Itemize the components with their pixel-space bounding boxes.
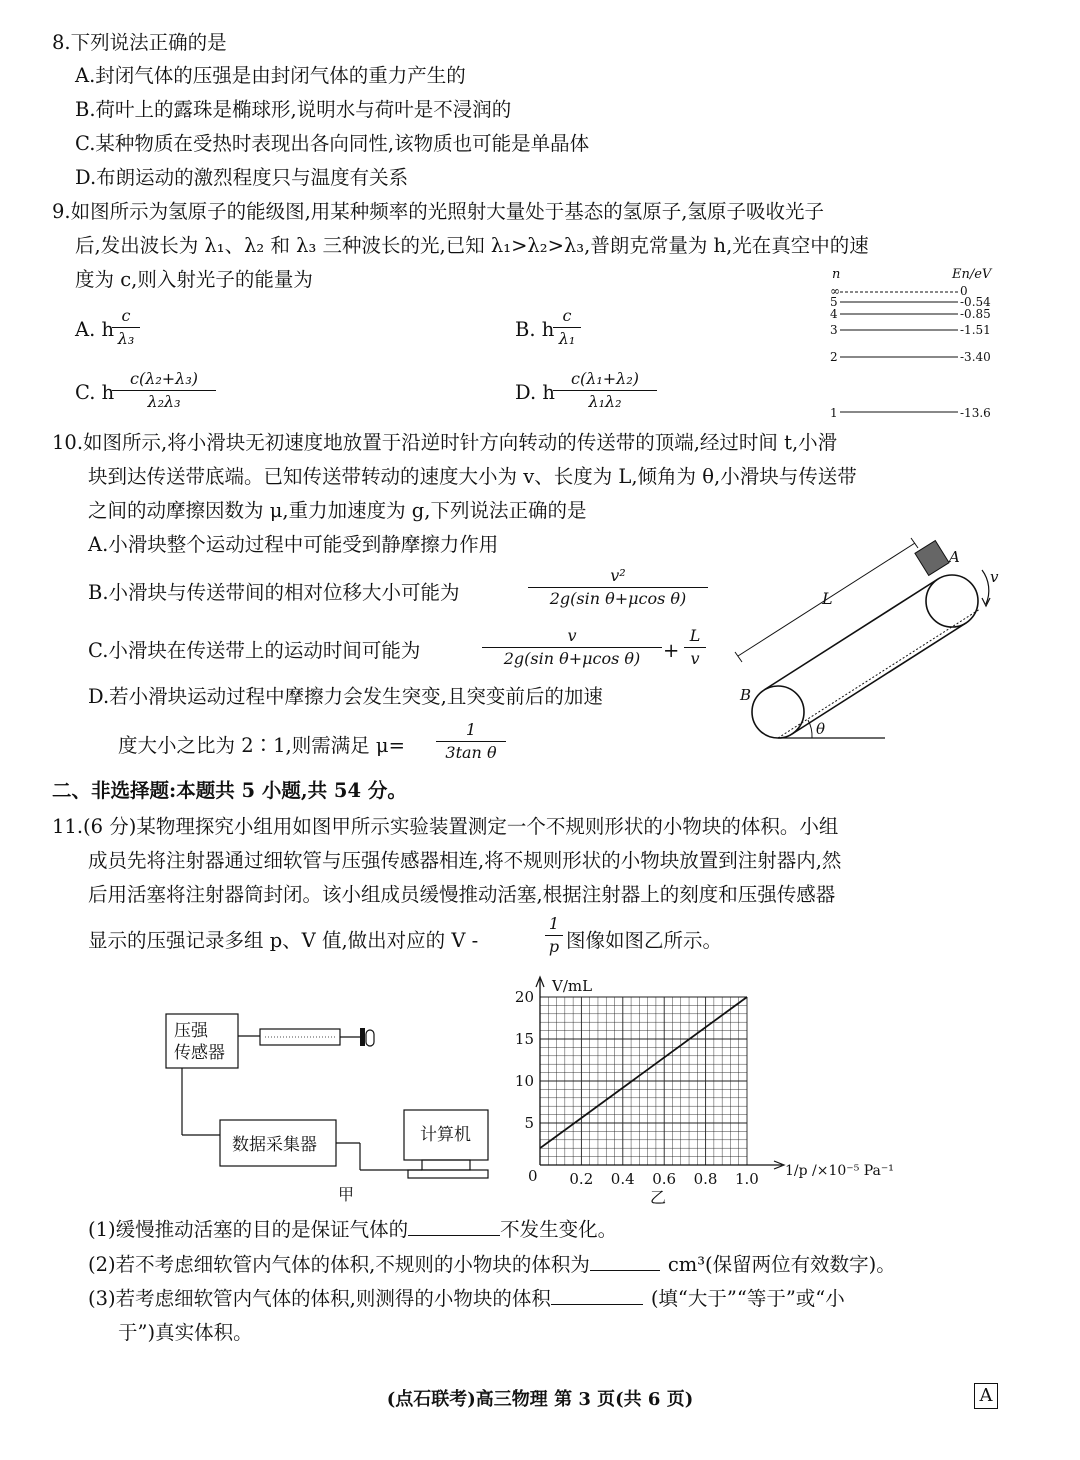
q10-option-d-line1: D.若小滑块运动过程中摩擦力会发生突变,且突变前后的加速: [88, 685, 603, 708]
q10-b-numerator: v²: [610, 566, 626, 585]
q11-stem-line1: 11.(6 分)某物理探究小组用如图甲所示实验装置测定一个不规则形状的小物块的体积。小组: [52, 815, 839, 838]
energy-level-e-4: -0.85: [960, 307, 991, 321]
chart-x-tick-label: 1.0: [735, 1170, 759, 1188]
q9-option-a-fraction: [112, 306, 140, 349]
q11-inv-p-denominator: p: [548, 937, 560, 956]
point-a-label: A: [949, 548, 960, 566]
paper-version-box: A: [974, 1383, 998, 1409]
apparatus-diagram: [160, 1010, 500, 1210]
q11-sub2-text-b: cm³(保留两位有效数字)。: [667, 1253, 896, 1276]
figure-caption-jia: 甲: [338, 1185, 355, 1204]
energy-n-header: n: [832, 267, 841, 282]
chart-y-tick-label: 10: [514, 1072, 534, 1090]
q9-option-b-fraction: [553, 306, 581, 349]
q10-c-denominator2: v: [690, 649, 700, 668]
q11-sub3-text-b: (填“大于”“等于”或“小: [650, 1287, 845, 1310]
q10-c-numerator2: L: [689, 626, 701, 645]
q9-d-denominator: λ₁λ₂: [588, 392, 622, 411]
speed-label: v: [990, 568, 999, 586]
q11-sub3-text-a: (3)若考虑细软管内气体的体积,则测得的小物块的体积: [88, 1287, 551, 1310]
q9-option-d-label: D. h: [515, 381, 555, 404]
energy-level-n-4: 4: [830, 307, 838, 321]
section-heading: 二、非选择题:本题共 5 小题,共 54 分。: [52, 779, 407, 802]
q10-c-numerator: v: [567, 626, 577, 645]
q10-c-denominator: 2g(sin θ+μcos θ): [503, 649, 641, 668]
chart-y-tick-label: 15: [514, 1030, 534, 1048]
length-tick-top: [911, 538, 918, 548]
pressure-sensor-label2: 传感器: [174, 1043, 225, 1063]
belt-lower: [792, 623, 966, 734]
length-tick-bottom: [735, 652, 742, 662]
plunger-end: [366, 1030, 374, 1046]
energy-level-n-inf: ∞: [830, 284, 840, 298]
chart-y-tick-label: 5: [524, 1114, 534, 1132]
q11-sub1-text-b: 不发生变化。: [500, 1218, 618, 1241]
q9-option-c-fraction: [112, 369, 216, 412]
energy-level-e-2: -3.40: [960, 350, 991, 364]
energy-e-header: En/eV: [952, 267, 992, 282]
q9-stem-line3: 度为 c,则入射光子的能量为: [75, 268, 313, 291]
chart-origin-label: 0: [528, 1167, 538, 1185]
computer-stand: [422, 1160, 470, 1170]
q9-stem-line1: 9.如图所示为氢原子的能级图,用某种频率的光照射大量处于基态的氢原子,氢原子吸收光子: [52, 200, 825, 223]
q9-option-d-fraction: [553, 369, 657, 412]
q10-b-denominator: 2g(sin θ+μcos θ): [549, 589, 687, 608]
q8-option-a: A.封闭气体的压强是由封闭气体的重力产生的: [75, 64, 466, 87]
chart-grid: [540, 997, 747, 1165]
q11-sub2-text-a: (2)若不考虑细软管内气体的体积,不规则的小物块的体积为: [88, 1253, 590, 1276]
q11-stem-line4a: 显示的压强记录多组 p、V 值,做出对应的 V -: [88, 929, 479, 952]
q8-stem: 8.下列说法正确的是: [52, 31, 227, 54]
q11-stem-line2: 成员先将注射器通过细软管与压强传感器相连,将不规则形状的小物块放置到注射器内,然: [88, 849, 842, 872]
pressure-sensor-label1: 压强: [174, 1021, 208, 1041]
q11-inv-p-numerator: 1: [548, 914, 560, 933]
computer-label: 计算机: [420, 1125, 471, 1145]
q9-option-a-label: A. h: [75, 318, 115, 341]
q10-option-b-fraction: [528, 566, 708, 609]
q10-option-a: A.小滑块整个运动过程中可能受到静摩擦力作用: [88, 533, 499, 556]
q10-option-d-fraction: [436, 720, 506, 763]
q9-a-numerator: c: [121, 306, 131, 325]
angle-label: θ: [816, 720, 826, 738]
q9-a-denominator: λ₃: [117, 329, 135, 348]
q11-sub1: [88, 1217, 617, 1243]
chart-caption-yi: 乙: [650, 1188, 667, 1207]
rotation-arrowhead: [982, 598, 990, 606]
energy-level-n-5: 5: [830, 295, 838, 309]
q9-stem-line2: 后,发出波长为 λ₁、λ₂ 和 λ₃ 三种波长的光,已知 λ₁>λ₂>λ₃,普朗克常量为 h,光在真空中的速: [75, 234, 869, 257]
slider-block: [915, 541, 949, 576]
chart-y-tick-label: 20: [514, 988, 534, 1006]
chart-x-tick-label: 0.6: [652, 1170, 677, 1188]
incline-axis: [778, 609, 980, 738]
q10-d-denominator: 3tan θ: [445, 743, 497, 762]
bottom-pulley: [752, 686, 804, 738]
top-pulley: [926, 575, 978, 627]
q10-d-numerator: 1: [465, 720, 477, 739]
chart-x-tick-label: 0.2: [569, 1170, 594, 1188]
chart-x-tick-label: 0.4: [610, 1170, 635, 1188]
computer-base: [408, 1170, 488, 1178]
q9-c-denominator: λ₂λ₃: [147, 392, 181, 411]
q10-option-b-text: B.小滑块与传送带间的相对位移大小可能为: [88, 581, 460, 604]
q10-c-plus: +: [663, 639, 680, 662]
energy-level-e-inf: 0: [960, 284, 968, 298]
page-footer: (点石联考)高三物理 第 3 页(共 6 页): [386, 1389, 694, 1410]
q9-option-c-label: C. h: [75, 381, 115, 404]
energy-level-e-3: -1.51: [960, 323, 991, 337]
length-label: L: [822, 589, 833, 608]
q10-option-c-fraction2: [684, 626, 706, 669]
chart-x-tick-label: 0.8: [693, 1170, 718, 1188]
point-b-label: B: [740, 686, 752, 704]
q9-c-numerator: c(λ₂+λ₃): [130, 369, 198, 388]
energy-level-diagram: [820, 262, 1020, 430]
q11-stem-line4b: 图像如图乙所示。: [566, 929, 723, 952]
q11-sub1-blank[interactable]: [408, 1235, 500, 1236]
energy-level-n-3: 3: [830, 323, 838, 337]
energy-level-e-5: -0.54: [960, 295, 991, 309]
q11-sub3: [88, 1286, 845, 1312]
q11-sub3-cont: 于”)真实体积。: [118, 1321, 253, 1344]
q8-option-b: B.荷叶上的露珠是椭球形,说明水与荷叶是不浸润的: [75, 98, 512, 121]
energy-level-e-1: -13.6: [960, 406, 991, 420]
energy-level-n-2: 2: [830, 350, 838, 364]
q11-sub2: [88, 1252, 896, 1278]
data-collector-label: 数据采集器: [232, 1135, 317, 1155]
q11-stem-line3: 后用活塞将注射器筒封闭。该小组成员缓慢推动活塞,根据注射器上的刻度和压强传感器: [88, 883, 836, 906]
chart-y-axis-label: V/mL: [552, 977, 593, 995]
v-vs-inverse-p-chart: [505, 975, 905, 1210]
q11-inverse-p-fraction: [545, 914, 563, 957]
q9-d-numerator: c(λ₁+λ₂): [571, 369, 639, 388]
q8-option-c: C.某种物质在受热时表现出各向同性,该物质也可能是单晶体: [75, 132, 590, 155]
q11-sub1-text-a: (1)缓慢推动活塞的目的是保证气体的: [88, 1218, 409, 1241]
q9-b-numerator: c: [562, 306, 572, 325]
q10-stem-line1: 10.如图所示,将小滑块无初速度地放置于沿逆时针方向转动的传送带的顶端,经过时间 t,小滑: [52, 431, 838, 454]
q10-option-c-text: C.小滑块在传送带上的运动时间可能为: [88, 639, 421, 662]
q8-option-d: D.布朗运动的激烈程度只与温度有关系: [75, 166, 409, 189]
q11-sub3-blank[interactable]: [551, 1304, 643, 1305]
belt-upper: [764, 579, 938, 690]
energy-level-n-1: 1: [830, 406, 838, 420]
q11-sub2-blank[interactable]: [590, 1270, 660, 1271]
q10-stem-line3: 之间的动摩擦因数为 μ,重力加速度为 g,下列说法正确的是: [88, 499, 587, 522]
q9-option-b-label: B. h: [515, 318, 555, 341]
plunger-handle: [360, 1028, 365, 1046]
q10-option-d-line2: 度大小之比为 2∶1,则需满足 μ=: [118, 734, 405, 757]
chart-x-axis-label: 1/p /×10⁻⁵ Pa⁻¹: [785, 1163, 894, 1179]
q10-stem-line2: 块到达传送带底端。已知传送带转动的速度大小为 v、长度为 L,倾角为 θ,小滑块与传送带: [88, 465, 857, 488]
q9-b-denominator: λ₁: [558, 329, 576, 348]
conveyor-belt-figure: [730, 530, 1020, 760]
q10-option-c-fraction: [482, 626, 662, 669]
